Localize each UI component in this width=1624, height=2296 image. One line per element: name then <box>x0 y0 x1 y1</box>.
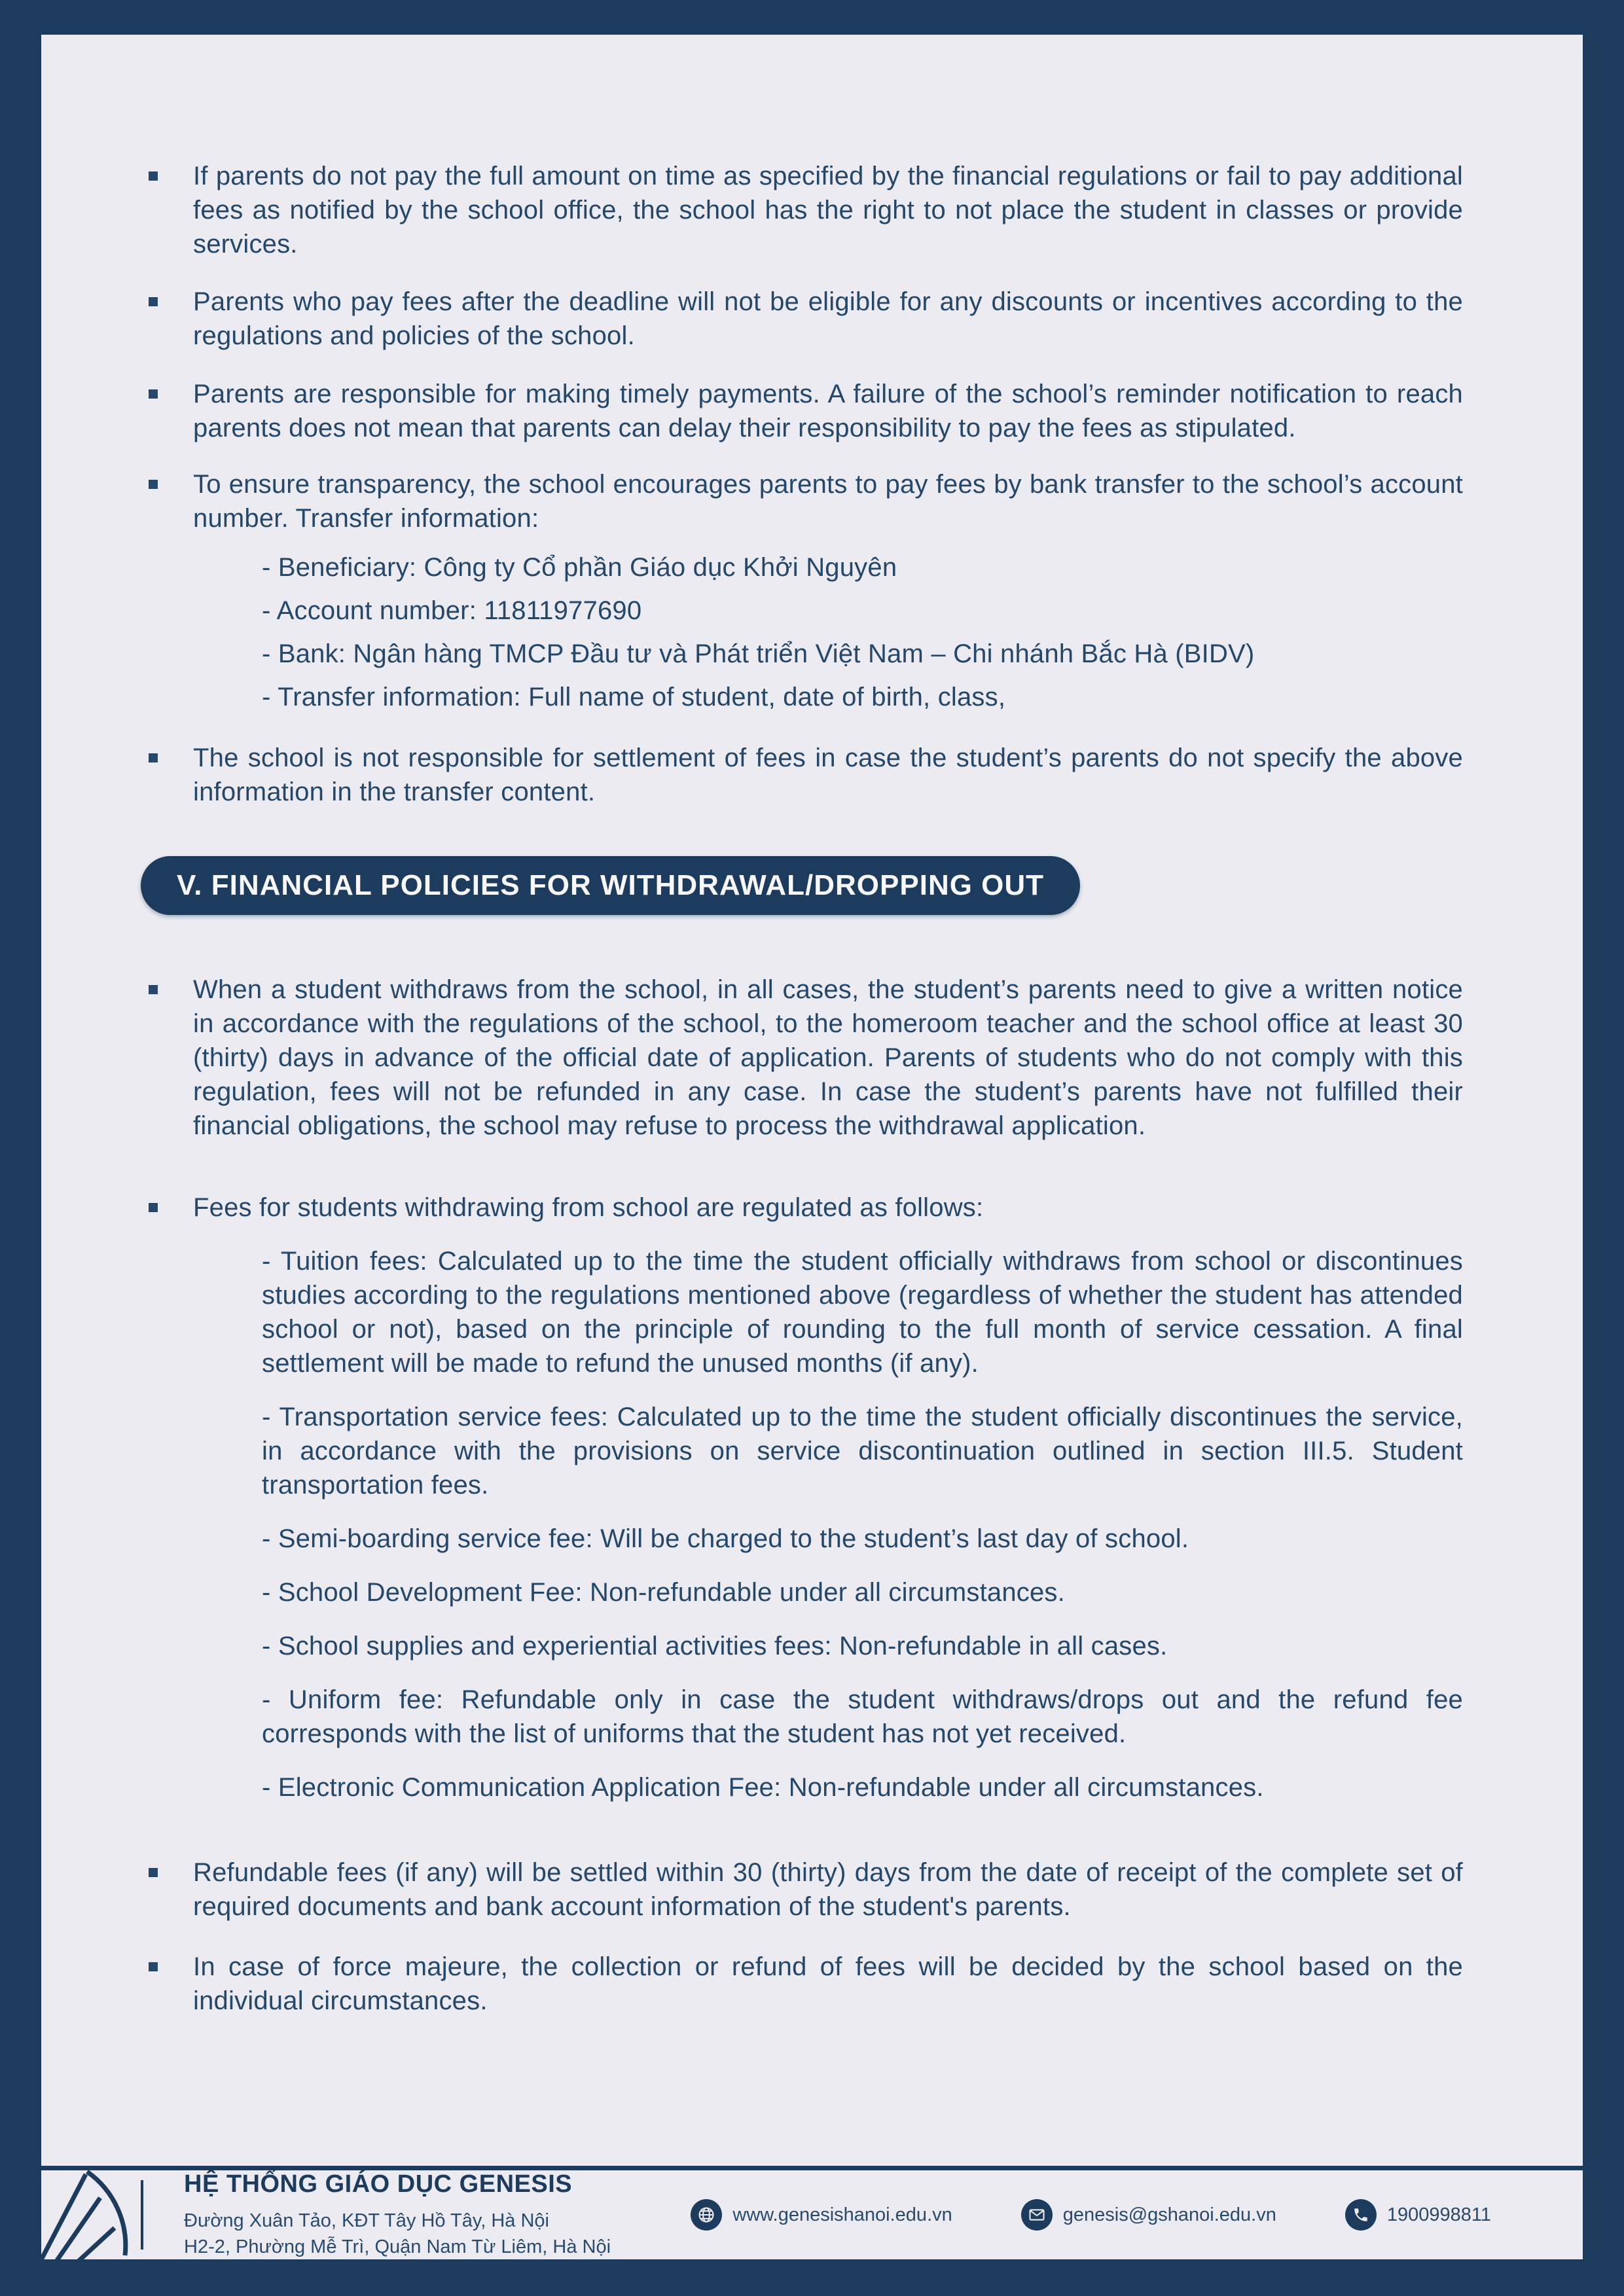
fee-rule-semi-boarding: - Semi-boarding service fee: Will be charged to the student’s last day of school. <box>262 1524 1189 1553</box>
section-v-bullet-list-end <box>193 1856 1463 2018</box>
fee-rule-tuition: - Tuition fees: Calculated up to the time the student officially withdraws from school or discontinues studies according to the regulations mentioned above (regardless of whether the student has attended school or not), based on the principle of rounding to the full month of service cessation. A final settlement will be made to refund the unused months (if any). <box>262 1247 1463 1378</box>
contact-phone <box>1345 2199 1491 2231</box>
bullet-settlement-disclaimer: The school is not responsible for settlement of fees in case the student’s parents do not specify the above information in the transfer content. <box>193 741 1463 809</box>
transfer-details-list <box>193 550 1463 714</box>
fee-rule-uniform: - Uniform fee: Refundable only in case the student withdraws/drops out and the refund fee corresponds with the list of uniforms that the student has not yet received. <box>262 1685 1463 1748</box>
bullet-withdrawal-notice: When a student withdraws from the school, in all cases, the student’s parents need to give a written notice in accordance with the regulations of the school, to the homeroom teacher and the school office at least 30 (thirty) days in advance of the official date of application. Parents of students who do not comply with this regulation, fees will not be refunded in any case. In case the student’s parents have not fulfilled their financial obligations, the school may refuse to process the withdrawal application. <box>193 973 1463 1143</box>
fee-rules-list <box>193 1244 1463 1804</box>
envelope-icon <box>1021 2199 1053 2231</box>
bullet-late-payment: If parents do not pay the full amount on time as specified by the financial regulations or fail to pay additional fees as notified by the school office, the school has the right to not place the student in classes or provide services. <box>193 159 1463 261</box>
fee-rule-development: - School Development Fee: Non-refundable under all circumstances. <box>262 1578 1065 1607</box>
transfer-content: - Transfer information: Full name of student, date of birth, class, <box>262 683 1006 711</box>
bullet-force-majeure: In case of force majeure, the collection or refund of fees will be decided by the school based on the individual circumstances. <box>193 1950 1463 2018</box>
bullet-no-discount: Parents who pay fees after the deadline will not be eligible for any discounts or incentives according to the regulations and policies of the school. <box>193 285 1463 353</box>
fee-rule-supplies: - School supplies and experiential activities fees: Non-refundable in all cases. <box>262 1632 1168 1660</box>
contact-list <box>691 2199 1583 2231</box>
address-line-2: H2-2, Phường Mễ Trì, Quận Nam Từ Liêm, Hà Nội <box>184 2236 611 2257</box>
phone-text: 1900998811 <box>1386 2204 1491 2225</box>
contact-website <box>691 2199 952 2231</box>
fee-rule-electronic-app: - Electronic Communication Application Fee: Non-refundable under all circumstances. <box>262 1773 1264 1802</box>
bullet-bank-transfer: To ensure transparency, the school encourages parents to pay fees by bank transfer to the school’s account number. Transfer information: <box>193 467 1463 535</box>
footer <box>41 2166 1583 2259</box>
phone-icon <box>1345 2199 1377 2231</box>
bullet-fees-intro: Fees for students withdrawing from school are regulated as follows: <box>193 1191 1463 1225</box>
transfer-account-number: - Account number: 11811977690 <box>262 596 642 625</box>
fee-rule-transportation: - Transportation service fees: Calculated up to the time the student officially discontinues the service, in accordance with the provisions on service discontinuation outlined in section III.5. Student transportation fees. <box>262 1403 1463 1499</box>
section-heading-badge: V. FINANCIAL POLICIES FOR WITHDRAWAL/DROPPING OUT <box>141 856 1080 915</box>
org-block <box>184 2170 611 2260</box>
bullet-refundable-fees: Refundable fees (if any) will be settled within 30 (thirty) days from the date of receipt of the complete set of required documents and bank account information of the student's parents. <box>193 1856 1463 1924</box>
contact-email <box>1021 2199 1276 2231</box>
transfer-beneficiary: - Beneficiary: Công ty Cổ phần Giáo dục Khởi Nguyên <box>262 553 897 582</box>
address-line-1: Đường Xuân Tảo, KĐT Tây Hồ Tây, Hà Nội <box>184 2210 549 2231</box>
website-text: www.genesishanoi.edu.vn <box>732 2204 952 2225</box>
sun-rays-logo-icon <box>41 2170 139 2259</box>
content-sheet <box>41 35 1583 2259</box>
globe-icon <box>691 2199 722 2231</box>
footer-divider <box>141 2180 143 2250</box>
transfer-bank: - Bank: Ngân hàng TMCP Đầu tư và Phát triển Việt Nam – Chi nhánh Bắc Hà (BIDV) <box>262 639 1255 668</box>
section-v-bullet-list <box>193 973 1463 1225</box>
bullet-timely-payment: Parents are responsible for making timely payments. A failure of the school’s reminder notification to reach parents does not mean that parents can delay their responsibility to pay the fees as stipulated. <box>193 377 1463 445</box>
school-sun-logo <box>41 2170 139 2259</box>
intro-bullet-list-continued <box>193 741 1463 809</box>
document-body <box>41 35 1583 2018</box>
email-text: genesis@gshanoi.edu.vn <box>1062 2204 1276 2225</box>
intro-bullet-list <box>193 159 1463 535</box>
org-name: HỆ THỐNG GIÁO DỤC GENESIS <box>184 2170 573 2198</box>
